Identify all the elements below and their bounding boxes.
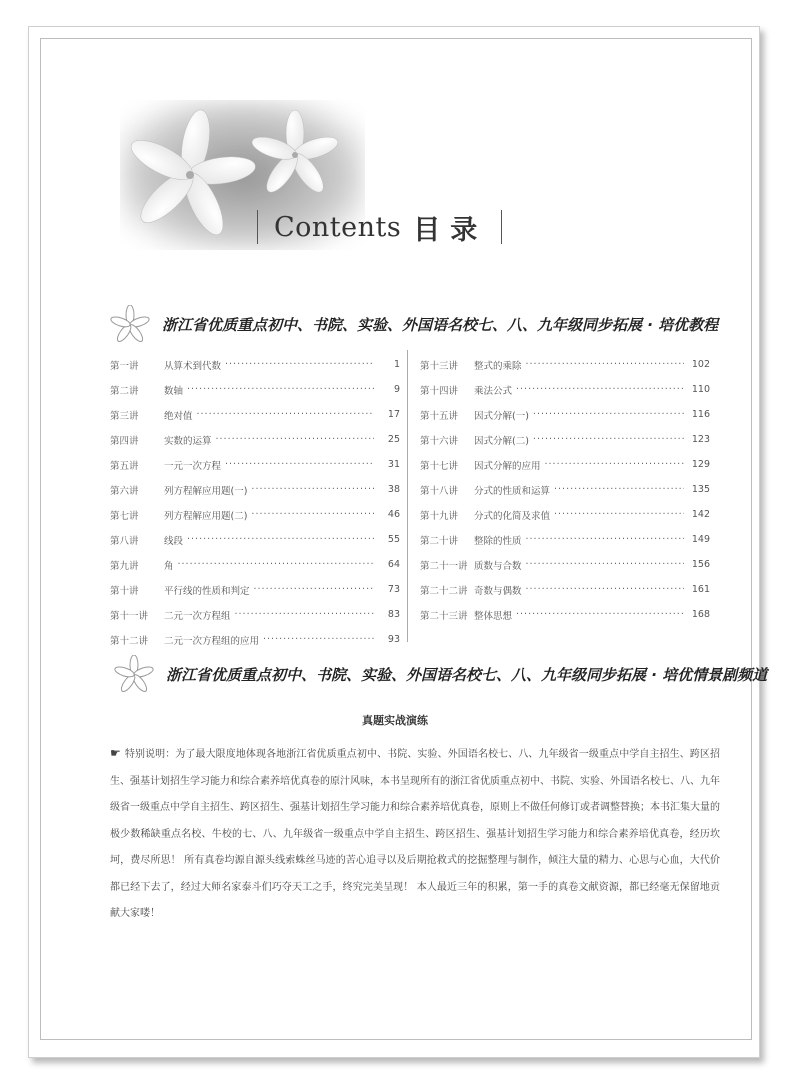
lecture-number: 第十五讲 <box>420 410 459 422</box>
lecture-number: 第十九讲 <box>420 510 459 522</box>
toc-entry[interactable] <box>110 427 400 452</box>
lecture-title: 绝对值 <box>164 410 193 422</box>
leader-dots <box>254 584 374 595</box>
lecture-number: 第十二讲 <box>110 635 149 647</box>
lecture-number: 第十一讲 <box>110 610 149 622</box>
toc-entry[interactable] <box>420 452 710 477</box>
page-number: 142 <box>691 509 710 520</box>
toc-entry[interactable] <box>420 352 710 377</box>
lecture-title: 数轴 <box>164 385 184 397</box>
title-divider-right <box>501 210 502 244</box>
page-number: 38 <box>387 484 400 495</box>
lecture-title: 列方程解应用题(二) <box>164 510 248 522</box>
page-number: 110 <box>691 384 710 395</box>
lecture-number: 第三讲 <box>110 410 139 422</box>
toc-entry[interactable] <box>420 377 710 402</box>
page-number: 25 <box>387 434 400 445</box>
leader-dots <box>235 609 374 620</box>
lecture-title: 因式分解(二) <box>474 435 529 447</box>
toc-entry[interactable] <box>420 427 710 452</box>
page-number: 31 <box>387 459 400 470</box>
section-heading-drama <box>112 655 767 693</box>
leader-dots <box>187 384 374 395</box>
leader-dots <box>516 384 684 395</box>
lecture-number: 第二十三讲 <box>420 610 468 622</box>
lecture-number: 第二十一讲 <box>420 560 468 572</box>
toc-entry[interactable] <box>110 577 400 602</box>
toc-right-column <box>420 352 710 627</box>
leader-dots <box>187 534 374 545</box>
toc-entry[interactable] <box>420 502 710 527</box>
leader-dots <box>533 409 684 420</box>
section-label: 浙江省优质重点初中、书院、实验、外国语名校七、八、九年级同步拓展 · 培优情景剧频道 <box>166 665 768 684</box>
lecture-title: 整除的性质 <box>474 535 522 547</box>
toc-left-column <box>110 352 400 652</box>
page-number: 123 <box>691 434 710 445</box>
lecture-title: 因式分解(一) <box>474 410 529 422</box>
lecture-number: 第七讲 <box>110 510 139 522</box>
page-number: 161 <box>691 584 710 595</box>
page-number: 83 <box>387 609 400 620</box>
leader-dots <box>526 534 684 545</box>
page-number: 46 <box>387 509 400 520</box>
page-number: 116 <box>691 409 710 420</box>
toc-entry[interactable] <box>420 527 710 552</box>
section-heading-tutorial <box>108 305 718 343</box>
leader-dots <box>216 434 374 445</box>
title-chinese: 目录 <box>413 214 488 246</box>
page-number: 55 <box>387 534 400 545</box>
lecture-title: 列方程解应用题(一) <box>164 485 248 497</box>
page-number: 17 <box>387 409 400 420</box>
lecture-number: 第十三讲 <box>420 360 459 372</box>
leader-dots <box>545 459 684 470</box>
page-number: 102 <box>691 359 710 370</box>
page-number: 156 <box>691 559 710 570</box>
lecture-number: 第十讲 <box>110 585 139 597</box>
page-number: 73 <box>387 584 400 595</box>
lecture-number: 第九讲 <box>110 560 139 572</box>
lecture-title: 平行线的性质和判定 <box>164 585 250 597</box>
lecture-number: 第四讲 <box>110 435 139 447</box>
lecture-title: 整式的乘除 <box>474 360 522 372</box>
toc-entry[interactable] <box>110 502 400 527</box>
page-number: 64 <box>387 559 400 570</box>
toc-entry[interactable] <box>110 402 400 427</box>
contents-title <box>257 210 502 244</box>
toc-entry[interactable] <box>420 552 710 577</box>
toc-entry[interactable] <box>420 402 710 427</box>
leader-dots <box>251 484 374 495</box>
leader-dots <box>526 359 684 370</box>
page-number: 135 <box>691 484 710 495</box>
lecture-number: 第十六讲 <box>420 435 459 447</box>
toc-entry[interactable] <box>110 377 400 402</box>
leader-dots <box>554 509 684 520</box>
lecture-number: 第十四讲 <box>420 385 459 397</box>
sub-heading: 真题实战演练 <box>362 714 428 727</box>
lecture-title: 二元一次方程组的应用 <box>164 635 260 647</box>
leader-dots <box>554 484 684 495</box>
leader-dots <box>251 509 374 520</box>
lecture-title: 一元一次方程 <box>164 460 222 472</box>
lecture-title: 从算术到代数 <box>164 360 222 372</box>
notice-text: 特别说明：为了最大限度地体现各地浙江省优质重点初中、书院、实验、外国语名校七、八、九年级省一级重点中学自主招生、跨区招生、强基计划招生学习能力和综合素养培优真卷的原汁风味，本书呈现所有的浙江省优质重点初中、书院、实验、外国语名校七、八、九年级省一级重点中学自主招生、跨区招生、强基计划招生学习能力和综合素养培优真卷，原则上不做任何修订或者调整替换；本书汇集大量的极少数稀缺重点名校、牛校的七、八、九年级省一级重点中学自主招生、跨区招生、强基计划招生学习能力和综合素养培优真卷，经历坎坷，费尽所思！ 所有真卷均源自源头线索蛛丝马迹的苦心追寻以及后期抢救式的挖掘整理与制作，倾注大量的精力、心思与心血，大代价都已经下去了，经过大师名家泰斗们巧夺天工之手，终究完美呈现！ 本人最近三年的积累，第一手的真卷文献资源，都已经毫无保留地贡献大家喽！ <box>110 749 720 919</box>
lecture-title: 分式的性质和运算 <box>474 485 551 497</box>
lecture-title: 奇数与偶数 <box>474 585 522 597</box>
lecture-number: 第六讲 <box>110 485 139 497</box>
title-divider-left <box>257 210 258 244</box>
lecture-title: 角 <box>164 560 174 572</box>
page-number: 149 <box>691 534 710 545</box>
toc-entry[interactable] <box>110 552 400 577</box>
lecture-number: 第二十讲 <box>420 535 459 547</box>
leader-dots <box>178 559 374 570</box>
toc-entry[interactable] <box>110 452 400 477</box>
leader-dots <box>225 359 374 370</box>
lecture-title: 整体思想 <box>474 610 513 622</box>
lecture-number: 第十七讲 <box>420 460 459 472</box>
toc-entry[interactable] <box>110 602 400 627</box>
leader-dots <box>263 634 374 645</box>
lecture-title: 二元一次方程组 <box>164 610 231 622</box>
star-flower-icon <box>112 655 156 693</box>
leader-dots <box>526 559 684 570</box>
lecture-title: 质数与合数 <box>474 560 522 572</box>
page-number: 168 <box>691 609 710 620</box>
lecture-number: 第五讲 <box>110 460 139 472</box>
lecture-title: 线段 <box>164 535 184 547</box>
lecture-number: 第二十二讲 <box>420 585 468 597</box>
title-english: Contents <box>274 211 402 243</box>
pointing-hand-icon: ☛ <box>110 746 121 760</box>
notice-paragraph <box>110 740 720 928</box>
lecture-number: 第一讲 <box>110 360 139 372</box>
lecture-title: 乘法公式 <box>474 385 513 397</box>
lecture-title: 分式的化简及求值 <box>474 510 551 522</box>
toc-entry[interactable] <box>110 352 400 377</box>
leader-dots <box>197 409 374 420</box>
star-flower-icon <box>108 305 152 343</box>
leader-dots <box>516 609 684 620</box>
page-number: 1 <box>393 359 400 370</box>
lecture-number: 第八讲 <box>110 535 139 547</box>
toc-entry[interactable] <box>420 577 710 602</box>
column-divider <box>407 350 408 642</box>
leader-dots <box>225 459 374 470</box>
page-number: 129 <box>691 459 710 470</box>
toc-entry[interactable] <box>110 477 400 502</box>
lecture-title: 因式分解的应用 <box>474 460 541 472</box>
page-number: 93 <box>387 634 400 645</box>
toc-entry[interactable] <box>110 527 400 552</box>
toc-entry[interactable] <box>110 627 400 652</box>
leader-dots <box>533 434 684 445</box>
section-label: 浙江省优质重点初中、书院、实验、外国语名校七、八、九年级同步拓展 · 培优教程 <box>162 315 719 334</box>
page-number: 9 <box>393 384 400 395</box>
toc-entry[interactable] <box>420 477 710 502</box>
leader-dots <box>526 584 684 595</box>
toc-entry[interactable] <box>420 602 710 627</box>
lecture-title: 实数的运算 <box>164 435 212 447</box>
lecture-number: 第二讲 <box>110 385 139 397</box>
lecture-number: 第十八讲 <box>420 485 459 497</box>
